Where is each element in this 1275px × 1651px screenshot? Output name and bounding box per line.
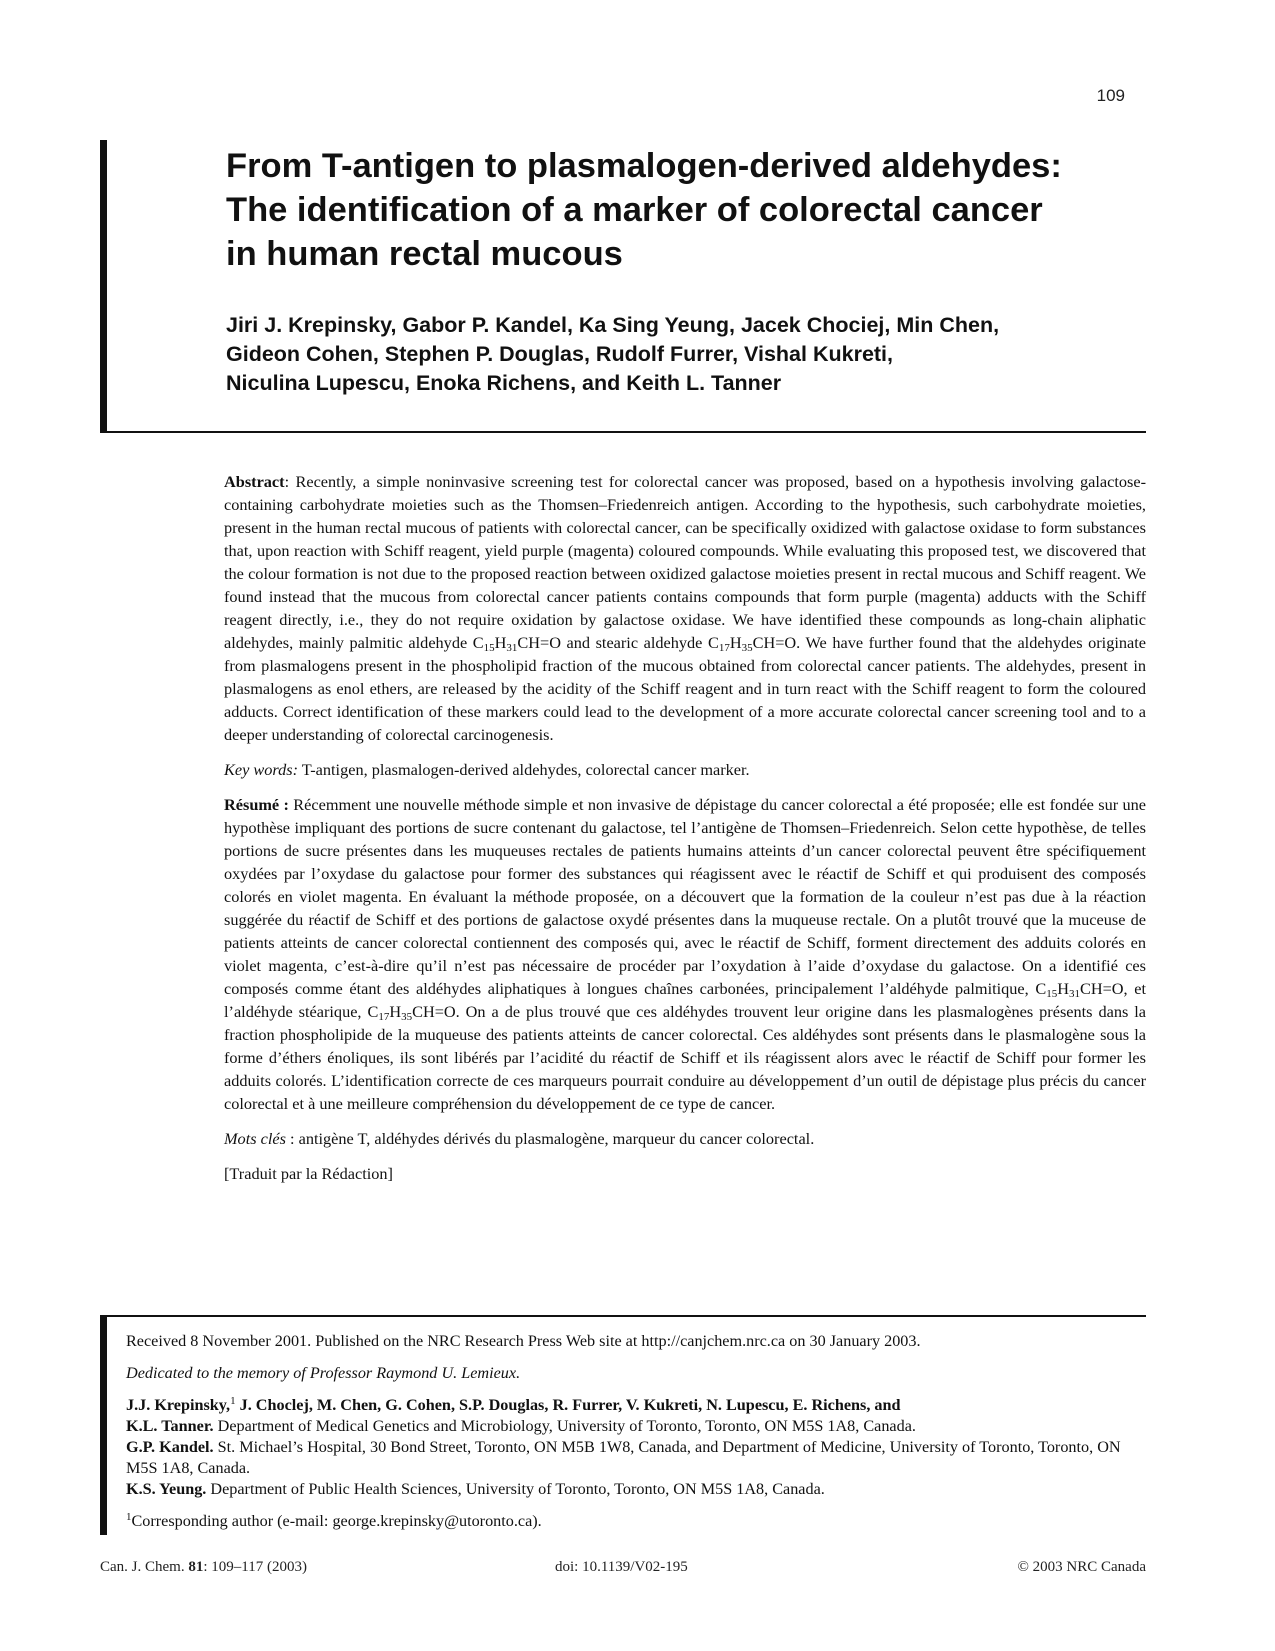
dedication-note: Dedicated to the memory of Professor Raymond U. Lemieux. bbox=[126, 1364, 521, 1382]
author-line: Jiri J. Krepinsky, Gabor P. Kandel, Ka Sing Yeung, Jacek Chociej, Min Chen, bbox=[226, 313, 1000, 337]
resume-paragraph: Résumé : Récemment une nouvelle méthode simple et non invasive de dépistage du cancer colorectal a été proposée; elle est fondée sur une hypothèse impliquant des portions de sucre contenant du galactose, tel l’antigène de Thomsen–Friedenreich. Selon cette hypothèse, de telles portions de sucre présentes dans les muqueuses rectales de patients humains atteints d’un cancer colorectal peuvent être spécifiquement oxydées par l’oxydase du galactose pour former des substances qui réagissent avec le réactif de Schiff et qui produisent des composés colorés en violet magenta. En évaluant la méthode proposée, on a découvert que la formation de la couleur n’est pas due à la réaction suggérée du réactif de Schiff et des portions de galactose oxydé présentes dans la muqueuse rectale. On a plutôt trouvé que la muceuse de patients atteints de cancer colorectal contiennent des composés qui, avec le réactif de Schiff, forment directement des adduits colorés en violet magenta, c’est-à-dire qu’il n’est pas nécessaire de procéder par l’oxydation à l’aide d’oxydase du galactose. On a identifié ces composés comme étant des aldéhydes aliphatiques à longues chaînes carbonées, principalement l’aldéhyde palmitique, $C_{15}H_{31}CH=O$, et l’aldéhyde stéarique, $C_{17}H_{35}CH=O$. On a de plus trouvé que ces aldéhydes trouvent leur origine dans les plasmalogènes présents dans la fraction phospholipide de la muqueuse des patients atteints de cancer colorectal. Ces aldéhydes sont présents dans le plasmalogène sous la forme d’éthers énoliques, ils sont libérés par l’acidité du réactif de Schiff et ils réagissent alors avec le réactif de Schiff pour former les adduits colorés. L’identification correcte de ces marqueurs pourrait conduire au développement d’un outil de dépistage plus précis du cancer colorectal et à une meilleure compréhension du développement de ce type de cancer. bbox=[224, 795, 1147, 1113]
mots-cles-line: Mots clés : antigène T, aldéhydes dérivés du plasmalogène, marqueur du cancer colorectal. bbox=[224, 1129, 815, 1148]
keywords-line: Key words: T-antigen, plasmalogen-derived aldehydes, colorectal cancer marker. bbox=[224, 760, 750, 779]
affiliation-2: G.P. Kandel. St. Michael’s Hospital, 30 Bond Street, Toronto, ON M5B 1W8, Canada, and Department of Medicine, University of Toronto, Toronto, ON M5S 1A8, Canada. bbox=[126, 1438, 1121, 1477]
footnote-content bbox=[126, 1331, 1126, 1532]
keywords-label: Key words: bbox=[224, 760, 299, 779]
article-title bbox=[226, 144, 1146, 276]
title-line: The identification of a marker of colorectal cancer bbox=[226, 191, 1043, 229]
abstract-paragraph: Abstract: Recently, a simple noninvasive screening test for colorectal cancer was proposed, based on a hypothesis involving galactose-containing carbohydrate moieties such as the Thomsen–Friedenreich antigen. According to the hypothesis, such carbohydrate moieties, present in the human rectal mucous of patients with colorectal cancer, can be specifically oxidized with galactose oxidase to form substances that, upon reaction with Schiff reagent, yield purple (magenta) coloured compounds. While evaluating this proposed test, we discovered that the colour formation is not due to the proposed reaction between oxidized galactose moieties present in rectal mucous and Schiff reagent. We found instead that the mucous from colorectal cancer patients contains compounds that form purple (magenta) adducts with the Schiff reagent directly, i.e., they do not require oxidation by galactose oxidase. We have identified these compounds as long-chain aliphatic aldehydes, mainly palmitic aldehyde $C_{15}H_{31}CH=O$ and stearic aldehyde $C_{17}H_{35}CH=O$. We have further found that the aldehydes originate from plasmalogens present in the phospholipid fraction of the mucous obtained from colorectal cancer patients. The aldehydes, present in plasmalogens as enol ethers, are released by the acidity of the Schiff reagent and in turn react with the Schiff reagent to form the coloured adducts. Correct identification of these markers could lead to the development of a more accurate colorectal cancer screening tool and to a deeper understanding of colorectal carcinogenesis. bbox=[224, 472, 1146, 744]
page-number: 109 bbox=[1096, 86, 1125, 105]
title-line: in human rectal mucous bbox=[226, 235, 623, 273]
abstract-section bbox=[224, 470, 1146, 1185]
author-list bbox=[226, 311, 1146, 398]
title-block bbox=[100, 140, 1146, 433]
affiliation-1: J.J. Krepinsky,$^1$ J. Choclej, M. Chen, G. Cohen, S.P. Douglas, R. Furrer, V. Kukreti, N. Lupescu, E. Richens, and K.L. Tanner. Department of Medical Genetics and Microbiology, University of Toronto, Toronto, ON M5S 1A8, Canada. bbox=[126, 1395, 916, 1435]
doi: doi: 10.1139/V02-195 bbox=[555, 1559, 688, 1575]
copyright: © 2003 NRC Canada bbox=[1017, 1559, 1146, 1575]
corresponding-author-note: $^1$Corresponding author (e-mail: george.krepinsky@utoronto.ca). bbox=[126, 1511, 542, 1530]
author-line: Niculina Lupescu, Enoka Richens, and Keith L. Tanner bbox=[226, 371, 782, 395]
abstract-label: Abstract bbox=[224, 472, 285, 491]
received-note: Received 8 November 2001. Published on the NRC Research Press Web site at http://canjchem.nrc.ca on 30 January 2003. bbox=[126, 1332, 921, 1350]
affiliation-3: K.S. Yeung. Department of Public Health Sciences, University of Toronto, Toronto, ON M5S 1A8, Canada. bbox=[126, 1480, 825, 1498]
journal-citation: Can. J. Chem. 81: 109–117 (2003) bbox=[100, 1559, 307, 1575]
resume-label: Résumé : bbox=[224, 795, 289, 814]
footnote-block bbox=[100, 1315, 1146, 1535]
page-footer bbox=[100, 1559, 1146, 1581]
author-line: Gideon Cohen, Stephen P. Douglas, Rudolf Furrer, Vishal Kukreti, bbox=[226, 342, 894, 366]
title-line: From T-antigen to plasmalogen-derived aldehydes: bbox=[226, 147, 1062, 185]
mots-cles-label: Mots clés bbox=[224, 1129, 286, 1148]
translation-note: [Traduit par la Rédaction] bbox=[224, 1164, 393, 1183]
